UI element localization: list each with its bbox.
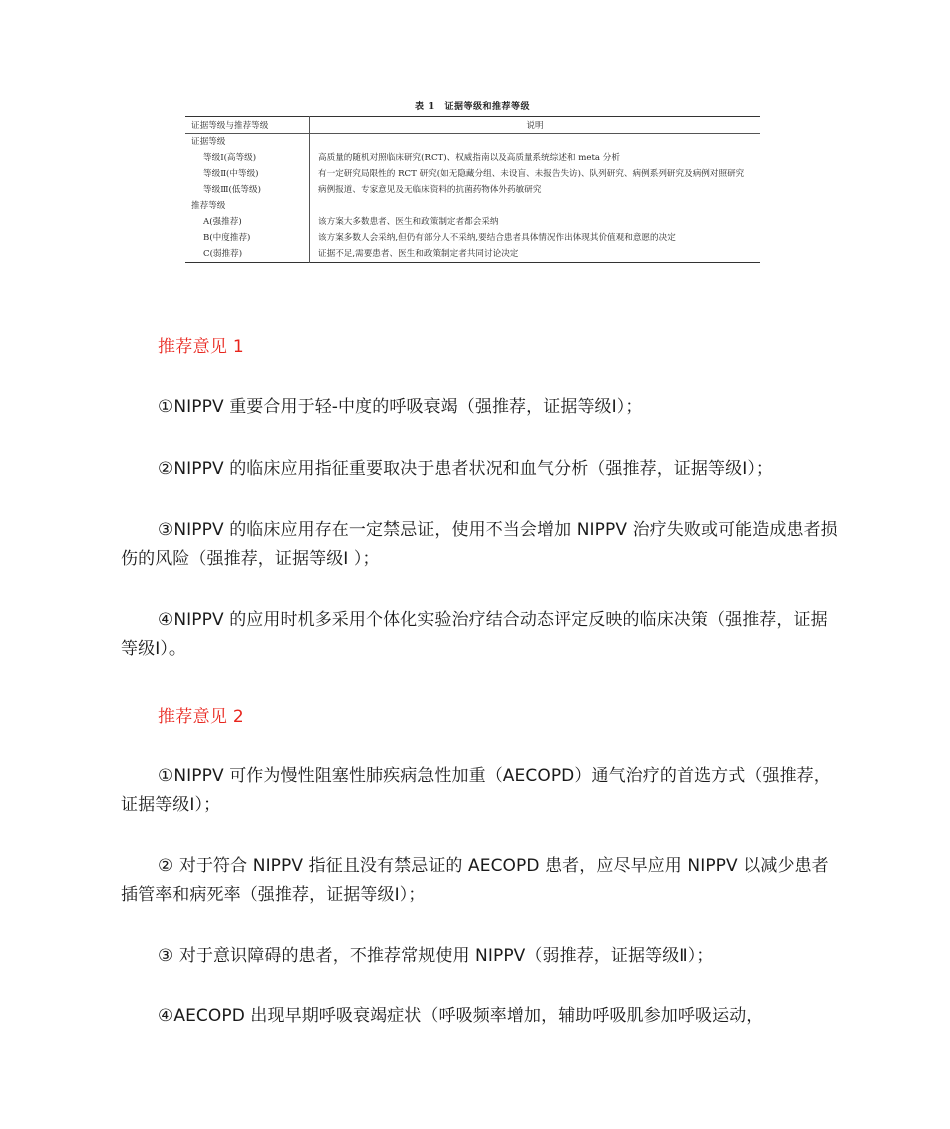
- recommendation-paragraph: ②NIPPV 的临床应用指征重要取决于患者状况和血气分析（强推荐，证据等级Ⅰ）；: [158, 459, 774, 479]
- table-header-description: 说明: [310, 117, 761, 134]
- table-cell-grade: C(弱推荐): [185, 246, 310, 263]
- table-cell-description: 该方案多数人会采纳,但仍有部分人不采纳,要结合患者具体情况作出体现其价值观和意愿的决定: [318, 233, 676, 243]
- table-row: [185, 246, 760, 263]
- table-cell-grade: B(中度推荐): [185, 230, 310, 246]
- recommendation-paragraph: ③NIPPV 的临床应用存在一定禁忌证，使用不当会增加 NIPPV 治疗失败或可能造成患者损伤的风险（强推荐，证据等级Ⅰ ）；: [121, 520, 838, 569]
- table-row: [185, 134, 760, 151]
- table-header-grade: 证据等级与推荐等级: [185, 117, 310, 134]
- table-cell-grade: 等级Ⅱ(中等级): [185, 166, 310, 182]
- evidence-grade-table: [185, 116, 760, 263]
- table-cell-description: 有一定研究局限性的 RCT 研究(如无隐藏分组、未设盲、未报告失访)、队列研究、病例系列研究及病例对照研究: [318, 169, 745, 179]
- recommendation-paragraph: ①NIPPV 可作为慢性阻塞性肺疾病急性加重（AECOPD）通气治疗的首选方式（强推荐，证据等级Ⅰ）；: [121, 766, 831, 815]
- table-cell-description: 证据不足,需要患者、医生和政策制定者共同讨论决定: [318, 249, 519, 259]
- table-row: [185, 182, 760, 198]
- table-cell-description: [310, 134, 761, 151]
- table-cell-grade: 证据等级: [185, 134, 310, 151]
- table-row: [185, 214, 760, 230]
- table-cell-description: 高质量的随机对照临床研究(RCT)、权威指南以及高质量系统综述和 meta 分析: [318, 153, 620, 163]
- table-row: [185, 230, 760, 246]
- recommendation-paragraph: ①NIPPV 重要合用于轻-中度的呼吸衰竭（强推荐，证据等级Ⅰ）；: [158, 397, 643, 417]
- table-row: [185, 198, 760, 214]
- recommendation-paragraph: ④AECOPD 出现早期呼吸衰竭症状（呼吸频率增加，辅助呼吸肌参加呼吸运动，: [158, 1006, 764, 1026]
- table-row: [185, 166, 760, 182]
- table-cell-grade: 等级Ⅰ(高等级): [185, 150, 310, 166]
- recommendation-paragraph: ② 对于符合 NIPPV 指征且没有禁忌证的 AECOPD 患者，应尽早应用 NIPPV 以减少患者插管率和病死率（强推荐，证据等级Ⅰ）；: [121, 856, 829, 905]
- recommendation-heading-2: 推荐意见 2: [158, 707, 245, 727]
- recommendation-paragraph: ③ 对于意识障碍的患者，不推荐常规使用 NIPPV（弱推荐，证据等级Ⅱ）；: [158, 946, 714, 966]
- table-cell-description: 病例报道、专家意见及无临床资料的抗菌药物体外药敏研究: [318, 185, 542, 195]
- table-header-row: [185, 117, 760, 134]
- table-row: [185, 150, 760, 166]
- recommendation-heading-1: 推荐意见 1: [158, 337, 245, 357]
- table-cell-grade: 等级Ⅲ(低等级): [185, 182, 310, 198]
- table-cell-grade: 推荐等级: [185, 198, 310, 214]
- table-cell-description: [310, 198, 761, 214]
- table-caption: 表 1 证据等级和推荐等级: [415, 102, 530, 112]
- table-cell-grade: A(强推荐): [185, 214, 310, 230]
- table-cell-description: 该方案大多数患者、医生和政策制定者都会采纳: [318, 217, 499, 227]
- recommendation-paragraph: ④NIPPV 的应用时机多采用个体化实验治疗结合动态评定反映的临床决策（强推荐，证据等级Ⅰ）。: [121, 610, 828, 659]
